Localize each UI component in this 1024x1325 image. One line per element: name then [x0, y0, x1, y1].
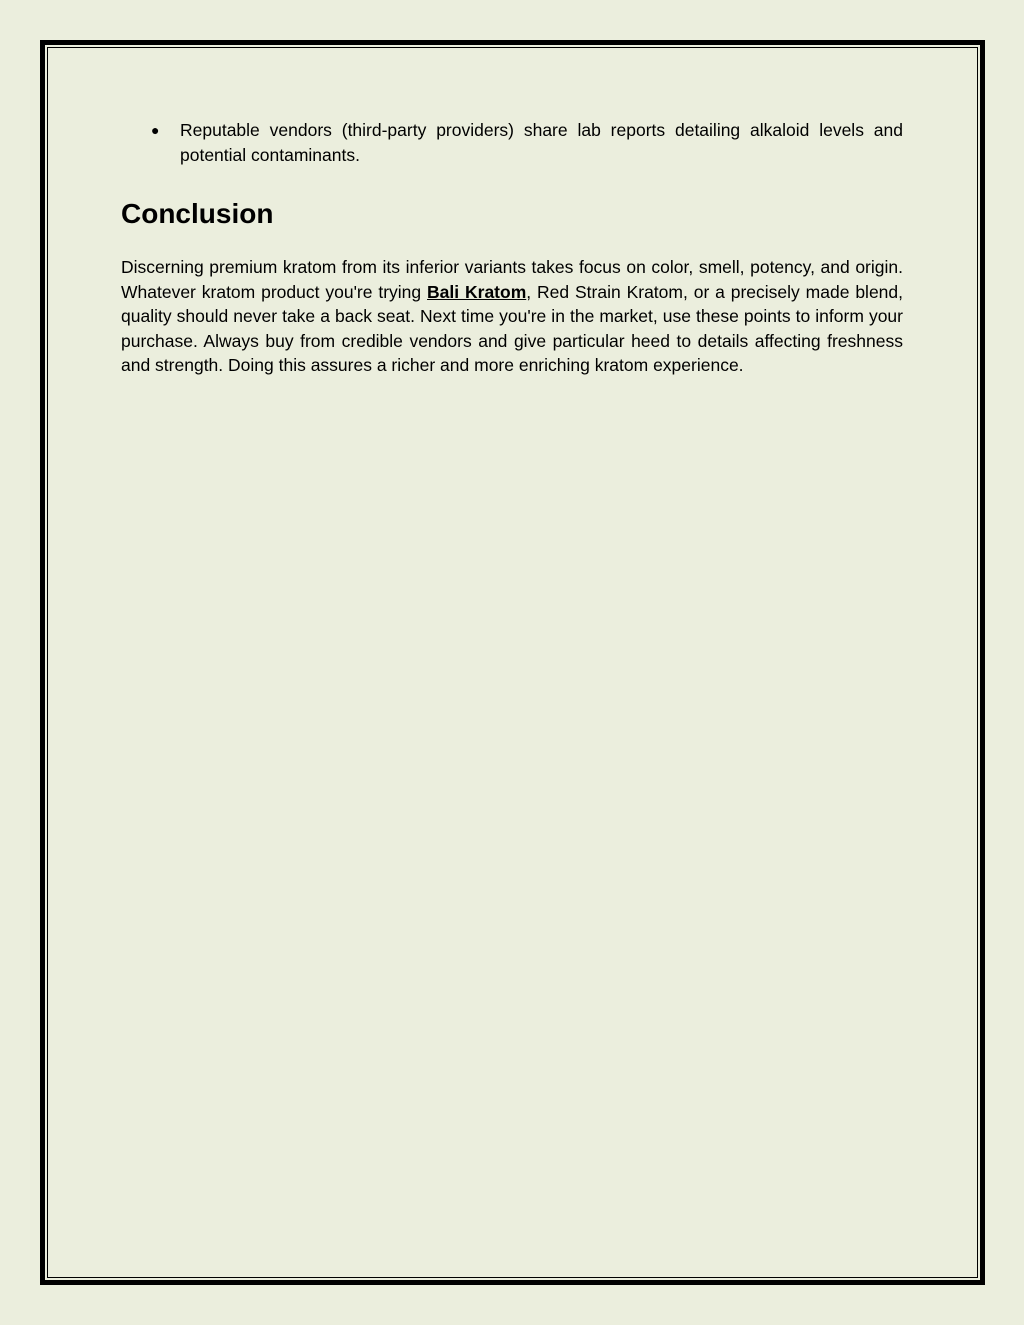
bali-kratom-link[interactable]: Bali Kratom [427, 281, 527, 302]
document-content [121, 118, 903, 378]
paragraph-text-start: Discerning premium kratom from its inferior variants takes focus on color, smell, potency, and origin. Whatever kratom product you're trying [121, 257, 903, 302]
section-heading: Conclusion [121, 198, 274, 229]
paragraph-text-end: , Red Strain Kratom, or a precisely made blend, quality should never take a back seat. Next time you're in the market, use these points to inform your purchase. Always buy from credible vendors and give particular heed to details affecting freshness and strength. Doing this assures a richer and more enriching kratom experience. [121, 281, 903, 375]
bullet-icon: ● [151, 122, 160, 138]
list-item-text: Reputable vendors (third-party providers) share lab reports detailing alkaloid levels and potential contaminants. [180, 120, 903, 165]
conclusion-paragraph [121, 255, 903, 378]
list-item [121, 118, 903, 167]
bullet-list [121, 118, 903, 167]
